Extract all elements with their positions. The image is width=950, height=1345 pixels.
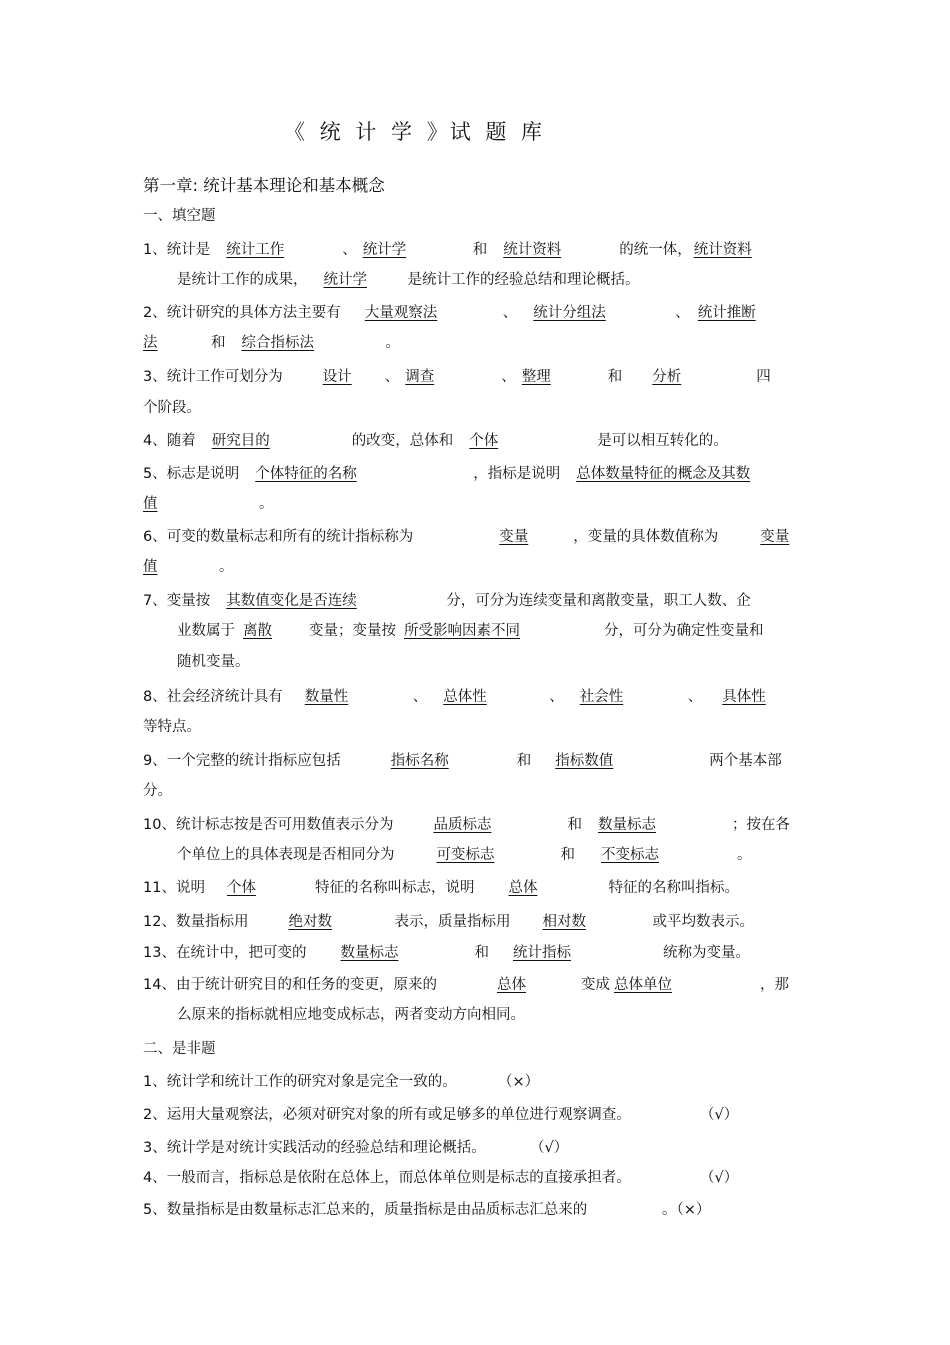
tf-answer-4: （√） [700, 1170, 739, 1186]
answer-blank: 总体 [496, 977, 526, 993]
question-7-line-3: 随机变量。 [177, 654, 250, 670]
answer-blank: 个体特征的名称 [255, 466, 357, 482]
answer-blank: 社会性 [579, 689, 624, 705]
tf-answer-2: （√） [700, 1107, 739, 1123]
question-3-line-2: 个阶段。 [143, 400, 201, 416]
question-14-line-1: 14、由于统计研究目的和任务的变更，原来的 总体 变成 总体单位 ，那 [143, 977, 789, 993]
answer-blank: 不变标志 [601, 847, 659, 863]
tf-question-1: 1、统计学和统计工作的研究对象是完全一致的。 [143, 1074, 457, 1090]
question-11-line-1: 11、说明 个体 特征的名称叫标志，说明 总体 特征的名称叫指标。 [143, 880, 739, 896]
answer-blank: 相对数 [542, 914, 586, 930]
answer-blank: 总体 [508, 880, 538, 896]
section-true-false-heading: 二、是非题 [143, 1041, 216, 1057]
answer-blank: 数量标志 [340, 945, 399, 961]
question-7-line-1: 7、变量按 其数值变化是否连续 分，可分为连续变量和离散变量，职工人数、企 [143, 593, 751, 609]
answer-blank: 变量 [760, 529, 790, 545]
question-10-line-2: 个单位上的具体表现是否相同分为 可变标志 和 不变标志 。 [177, 847, 752, 863]
question-8-line-1: 8、社会经济统计具有 数量性 、 总体性 、 社会性 、 具体性 [143, 687, 770, 707]
answer-blank: 可变标志 [436, 847, 495, 863]
answer-blank: 值 [143, 559, 158, 575]
answer-blank: 值 [143, 496, 158, 512]
answer-blank: 统计推断 [697, 305, 756, 321]
answer-blank: 数量性 [304, 689, 349, 705]
question-5-line-1: 5、标志是说明 个体特征的名称 ，指标是说明 总体数量特征的概念及其数 [143, 464, 778, 484]
answer-blank: 总体性 [443, 689, 487, 705]
tf-answer-5: 。（×） [662, 1202, 711, 1218]
answer-blank: 统计学 [323, 272, 367, 288]
section-fill-in-heading: 一、填空题 [143, 208, 216, 224]
question-14-line-2: 么原来的指标就相应地变成标志，两者变动方向相同。 [177, 1007, 525, 1023]
answer-blank: 离散 [243, 623, 272, 639]
answer-blank: 指标名称 [390, 753, 449, 769]
question-8-line-2: 等特点。 [143, 719, 201, 735]
question-2-line-2: 法 和 综合指标法 。 [143, 335, 400, 351]
answer-blank: 分析 [652, 369, 682, 385]
answer-blank: 调查 [405, 369, 435, 385]
tf-question-4: 4、一般而言，指标总是依附在总体上，而总体单位则是标志的直接承担者。 [143, 1170, 631, 1186]
question-6-line-1: 6、可变的数量标志和所有的统计指标称为 变量 ，变量的具体数值称为 变量 [143, 527, 794, 547]
tf-question-3: 3、统计学是对统计实践活动的经验总结和理论概括。 [143, 1140, 486, 1156]
answer-blank: 个体 [226, 880, 256, 896]
answer-blank: 具体性 [722, 689, 766, 705]
question-9-line-1: 9、一个完整的统计指标应包括 指标名称 和 指标数值 两个基本部 [143, 753, 782, 769]
answer-blank: 其数值变化是否连续 [226, 593, 357, 609]
question-1-line-1: 1、统计是 统计工作 、 统计学 和 统计资料 的统一体， 统计资料 [143, 240, 772, 260]
answer-blank: 统计学 [362, 242, 407, 258]
answer-blank: 指标数值 [555, 753, 614, 769]
answer-blank: 设计 [322, 369, 352, 385]
question-1-line-2: 是统计工作的成果， 统计学 是统计工作的经验总结和理论概括。 [177, 272, 640, 288]
question-10-line-1: 10、统计标志按是否可用数值表示分为 品质标志 和 数量标志 ；按在各 [143, 817, 790, 833]
answer-blank: 统计分组法 [533, 305, 606, 321]
answer-blank: 整理 [521, 369, 551, 385]
answer-blank: 品质标志 [433, 817, 492, 833]
page-title: 《 统 计 学 》试 题 库 [284, 120, 545, 144]
question-3-line-1: 3、统计工作可划分为 设计 、 调查 、 整理 和 分析 四 [143, 369, 771, 385]
question-9-line-2: 分。 [143, 783, 172, 799]
question-4-line-1: 4、随着 研究目的 的改变，总体和 个体 是可以相互转化的。 [143, 433, 728, 449]
question-5-line-2: 值 。 [143, 496, 274, 512]
answer-blank: 研究目的 [211, 433, 270, 449]
tf-answer-3: （√） [530, 1140, 569, 1156]
question-12-line-1: 12、数量指标用 绝对数 表示，质量指标用 相对数 或平均数表示。 [143, 914, 754, 930]
tf-answer-1: （×） [498, 1074, 540, 1090]
question-2-line-1: 2、统计研究的具体方法主要有 大量观察法 、 统计分组法 、 统计推断 [143, 303, 770, 323]
answer-blank: 变量 [499, 529, 529, 545]
tf-question-5: 5、数量指标是由数量标志汇总来的，质量指标是由品质标志汇总来的 [143, 1202, 588, 1218]
answer-blank: 综合指标法 [241, 335, 314, 351]
tf-question-2: 2、运用大量观察法，必须对研究对象的所有或足够多的单位进行观察调查。 [143, 1107, 631, 1123]
answer-blank: 统计工作 [226, 242, 285, 258]
question-13-line-1: 13、在统计中，把可变的 数量标志 和 统计指标 统称为变量。 [143, 945, 750, 961]
answer-blank: 统计指标 [512, 945, 571, 961]
answer-blank: 统计资料 [693, 242, 752, 258]
answer-blank: 大量观察法 [364, 305, 438, 321]
answer-blank: 数量标志 [597, 817, 656, 833]
answer-blank: 个体 [469, 433, 499, 449]
answer-blank: 统计资料 [503, 242, 562, 258]
answer-blank: 绝对数 [288, 914, 332, 930]
question-6-line-2: 值 。 [143, 559, 234, 575]
answer-blank: 总体单位 [613, 977, 672, 993]
answer-blank: 总体数量特征的概念及其数 [576, 466, 751, 482]
question-7-line-2: 业数属于 离散 变量；变量按 所受影响因素不同 分，可分为确定性变量和 [177, 623, 764, 639]
answer-blank: 法 [143, 335, 158, 351]
chapter-heading: 第一章: 统计基本理论和基本概念 [143, 176, 385, 195]
answer-blank: 所受影响因素不同 [404, 623, 520, 639]
